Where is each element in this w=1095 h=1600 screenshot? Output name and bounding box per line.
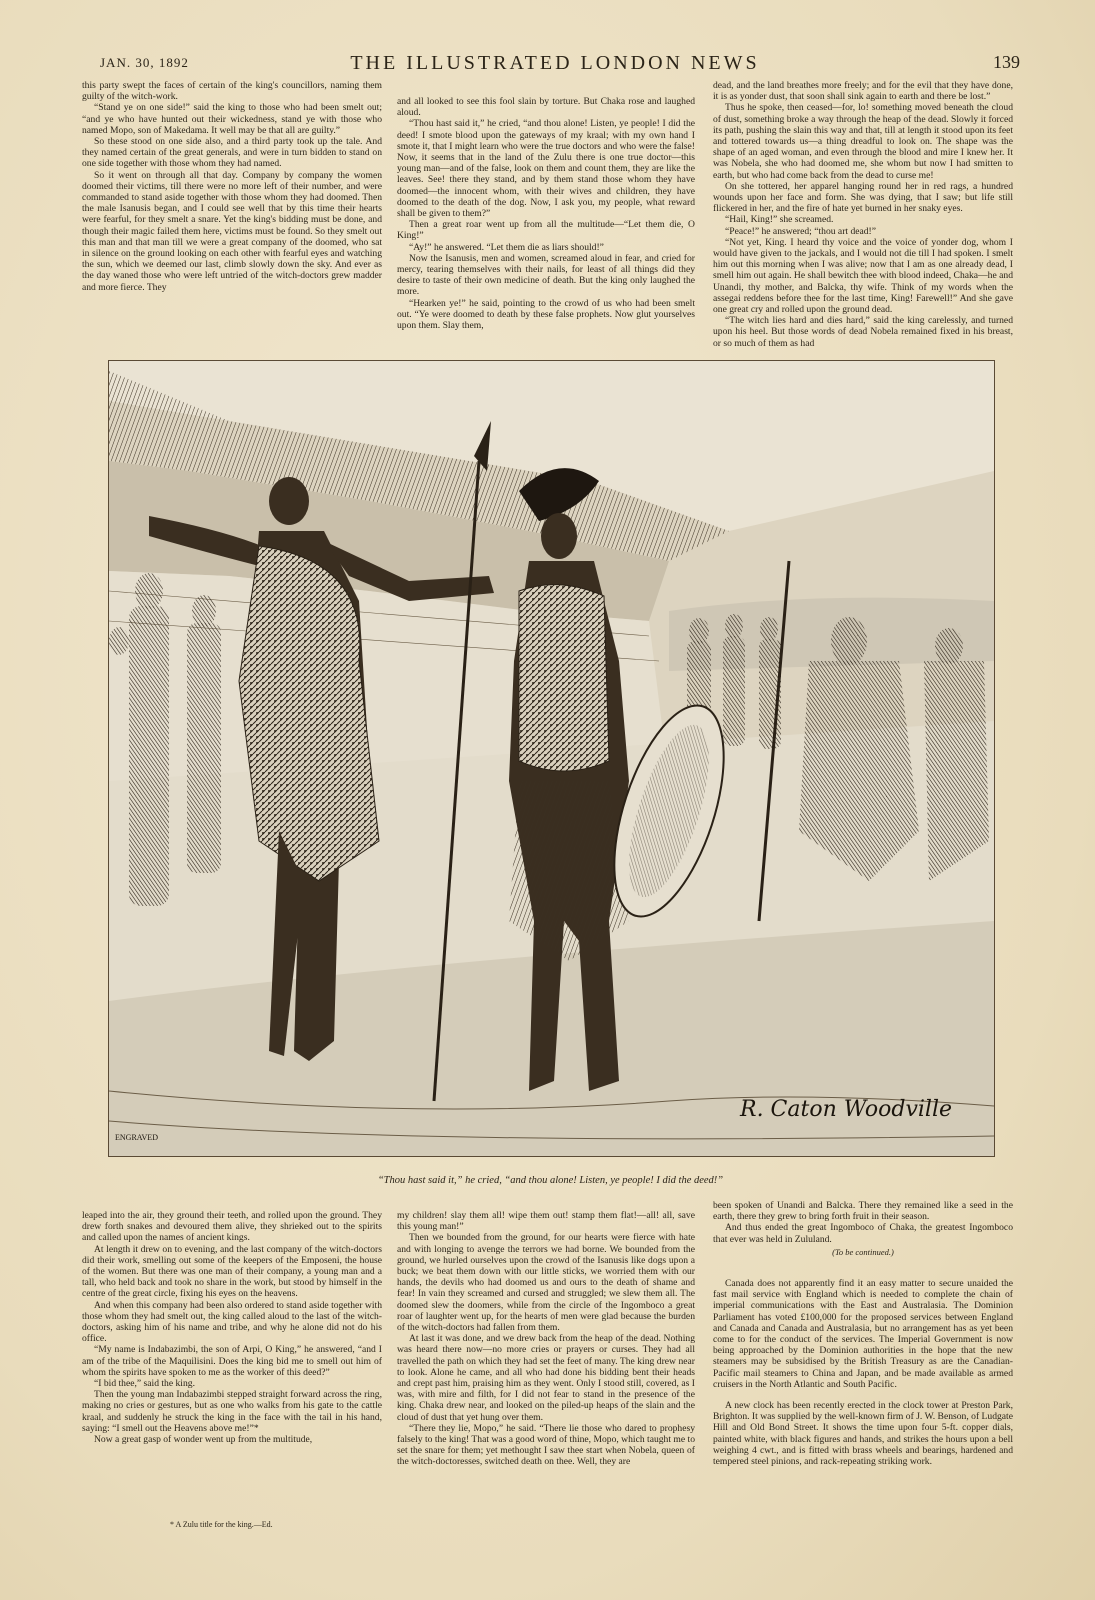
paragraph: On she tottered, her apparel hanging round her in red rags, a hundred wounds upon her face and form. She was dying, that I saw; but life still flickered in her, and the fire of hate yet burned in her snaky eyes. bbox=[713, 180, 1013, 215]
paragraph: “Stand ye on one side!” said the king to those who had been smelt out; “and ye who have hunted out their wickedness, stand ye with those who named Mopo, son of Makedama. It well may be that all are guilty.” bbox=[82, 102, 382, 136]
paragraph: And when this company had been also ordered to stand aside together with those whom they had smelt out, the king called aloud to the last of the witch-doctors, asking him of his name and tribe, and why he alone did not do his office. bbox=[82, 1299, 382, 1345]
text-column-1 bbox=[82, 80, 382, 342]
text-column-6 bbox=[713, 1200, 1013, 1530]
news-paragraph: Canada does not apparently find it an easy matter to secure unaided the fast mail service with England which is needed to complete the chain of imperial communications with the East and Australasia. The Dominion Parliament has voted £100,000 for the proposed services between England and Canada and Canada and Australasia, but no arrangement has as yet been come to for the conduct of the services. The Imperial Government is now being approached by the Dominion authorities in the hope that the new steamers may be subsidised by the British Treasury as are the Canadian-Pacific mail steamers to China and Japan, and be made available as armed cruisers in the North Atlantic and South Pacific. bbox=[713, 1278, 1013, 1390]
paragraph: “My name is Indabazimbi, the son of Arpi, O King,” he answered, “and I am of the tribe of the Maquilisini. Does the king bid me to smell out him of whom the spirits have spoken to me as the worker of this deed?” bbox=[82, 1344, 382, 1378]
paragraph: Now a great gasp of wonder went up from the multitude, bbox=[94, 1434, 313, 1446]
issue-date: JAN. 30, 1892 bbox=[100, 55, 189, 70]
paragraph: “The witch lies hard and dies hard,” said the king carelessly, and turned upon his heel. But those words of dead Nobela remained fixed in his breast, or so much of them as had bbox=[713, 315, 1013, 349]
page-header bbox=[80, 52, 1030, 82]
paragraph: “Peace!” he answered; “thou art dead!” bbox=[725, 225, 877, 237]
paragraph: “Not yet, King. I heard thy voice and the voice of yonder dog, whom I would have given to the jackals, and I would not die till I had spoken. I smelt him out this morning when I was alive; now that I am as one already dead, I smell him out again. He shall bewitch thee with blood indeed, Chaka—he and Unandi, thy mother, and Balcka, thy wife. Think of my words when the assegai reddens before thee for the last time, King! Farewell!” And she gave one great cry and rolled upon the ground dead. bbox=[713, 236, 1013, 316]
paragraph: “There they lie, Mopo,” he said. “There lie those who dared to prophesy falsely to the king! That was a good word of thine, Mopo, which taught me to set the snare for them; yet methought I saw thee start when Nobela, queen of the witch-doctoresses, switched death on thee. Well, they are bbox=[397, 1422, 695, 1468]
paragraph: So these stood on one side also, and a third party took up the tale. And they named certain of the great generals, and were in turn bidden to stand on one side together with those whom they had named. bbox=[82, 136, 382, 170]
paragraph: So it went on through all that day. Company by company the women doomed their victims, till there were no more left of their number, and were commanded to stand aside together with those whom they had doomed. Then the male Isanusis began, and I could see well that by this time their hearts were fearful, for they smelt a snare. Yet the king's bidding must be done, and though their magic failed them here, victims must be found. So they smelt out this man and that man till we were a great company of the doomed, who sat in silence on the ground looking on each other with fearful eyes and watching the sun, which we deemed our last, climb slowly down the sky. And ever as the day waned those who were left untried of the witch-doctors grew madder and more fierce. They bbox=[82, 169, 382, 293]
paragraph: my children! slay them all! wipe them out! stamp them flat!—all! all, save this young man!” bbox=[397, 1210, 695, 1233]
page-number: 139 bbox=[993, 52, 1020, 72]
illustration-caption: “Thou hast said it,” he cried, “and thou alone! Listen, ye people! I did the deed!” bbox=[377, 1175, 724, 1186]
engraving-scene bbox=[109, 361, 994, 1156]
paragraph: Then we bounded from the ground, for our hearts were fierce with hate and with longing to avenge the terrors we had borne. We bounded from the ground, we hurled ourselves upon the crowd of the Isanusis like dogs upon a buck; we beat them down with our little sticks, we worried them with our hands, the devils who had doomed us and ours to the death of shame and fear! In vain they screamed and cursed and struggled; we slew them all. The doomed slew the doomers, while from the circle of the Ingomboco a great roar of laughter went up, for the hearts of men were glad because the burden of the witch-doctors had fallen from them. bbox=[397, 1232, 695, 1334]
news-paragraph: A new clock has been recently erected in the clock tower at Preston Park, Brighton. It was supplied by the well-known firm of J. W. Benson, of Ludgate Hill and Old Bond Street. It shows the time upon four 5-ft. copper dials, painted white, with black figures and hands, and strikes the hours upon a bell weighing 4 cwt., and is fitted with brass wheels and bearings, hardened and tempered steel pinions, and rack-repeating striking work. bbox=[713, 1400, 1013, 1468]
paragraph: “Hail, King!” she screamed. bbox=[725, 214, 834, 226]
paragraph: leaped into the air, they ground their teeth, and rolled upon the ground. They drew forth snakes and devoured them alive, they shrieked out to the spirits and called upon the names of ancient kings. bbox=[82, 1210, 382, 1244]
paragraph: And thus ended the great Ingomboco of Chaka, the greatest Ingomboco that ever was held in Zululand. bbox=[713, 1222, 1013, 1245]
text-column-4 bbox=[82, 1210, 382, 1510]
text-column-5 bbox=[397, 1210, 695, 1530]
paragraph: Then a great roar went up from all the multitude—“Let them die, O King!” bbox=[397, 219, 695, 242]
paragraph: “Hearken ye!” he said, pointing to the crowd of us who had been smelt out. “Ye were doomed to death by these false prophets. Now glut yourselves upon them. Slay them, bbox=[397, 297, 695, 332]
paragraph: “I bid thee,” said the king. bbox=[94, 1378, 195, 1390]
paragraph: “Ay!” he answered. “Let them die as liars should!” bbox=[409, 241, 604, 253]
paragraph: dead, and the land breathes more freely; and for the evil that they have done, it is as yonder dust, that soon shall sink again to earth and there be lost.” bbox=[713, 80, 1013, 103]
publication-title: THE ILLUSTRATED LONDON NEWS bbox=[350, 52, 760, 74]
paragraph: “Thou hast said it,” he cried, “and thou alone! Listen, ye people! I did the deed! I smote blood upon the gateways of my kraal; with my own hand I smote it, that I might learn who were the true doctors and who were the false! Now, it seems that in the land of the Zulu there is one true doctor—this young man—and of the false, look on them and count them, they are like the leaves. See! there they stand, and by them stand those whom they have doomed—the innocent whom, with their wives and children, they have doomed to the death of the dog. Now, I ask you, my people, what reward shall be given to them?” bbox=[397, 118, 695, 220]
paragraph: Thus he spoke, then ceased—for, lo! something moved beneath the cloud of dust, something broke a way through the heap of the dead. Slowly it forced its path, pushing the slain this way and that, till at length it stood upon its feet and tottered towards us—a thing dreadful to look on. The shape was the shape of an aged woman, and even through the blood and mire I knew her. It was Nobela, she who had doomed me, she whom but now I had smitten to earth, but who had come back from the dead to curse me! bbox=[713, 102, 1013, 181]
paragraph: Now the Isanusis, men and women, screamed aloud in fear, and cried for mercy, tearing themselves with their nails, for least of all things did they desire to taste of their own medicine of death. But the king only laughed the more. bbox=[397, 252, 695, 298]
footnote: * A Zulu title for the king.—Ed. bbox=[170, 1520, 273, 1529]
artist-signature: R. Caton Woodville bbox=[740, 1097, 952, 1122]
engraving-illustration bbox=[108, 360, 995, 1157]
paragraph: At length it drew on to evening, and the last company of the witch-doctors did their work, smelling out some of the keepers of the Emposeni, the house of the women. But there was one man of their company, a young man and a tall, who held back and took no share in the work, but stood by himself in the centre of the great circle, fixing his eyes on the heavens. bbox=[82, 1243, 382, 1300]
paragraph: this party swept the faces of certain of the king's councillors, naming them guilty of the witch-work. bbox=[82, 80, 382, 103]
text-column-2 bbox=[397, 96, 695, 342]
to-be-continued: (To be continued.) bbox=[832, 1246, 894, 1257]
paragraph: Then the young man Indabazimbi stepped straight forward across the ring, making no cries or gestures, but as one who walks from his gate to the cattle kraal, and suddenly he struck the king in the face with the tail in his hand, saying: “I smell out the Heavens above me!”* bbox=[82, 1389, 382, 1434]
paragraph: At last it was done, and we drew back from the heap of the dead. Nothing was heard there now—no more cries or prayers or curses. They had all travelled the path on which they had set the feet of many. The king drew near to look. Alone he came, and all who had done his bidding bent their heads and crept past him, praising him as they went. Only I stood still, covered, as I was, with mire and filth, for I did not fear to stand in the presence of the king. Chaka drew near, and looked on the piled-up heaps of the slain and the cloud of dust that yet hung over them. bbox=[397, 1333, 695, 1423]
paragraph: and all looked to see this fool slain by torture. But Chaka rose and laughed aloud. bbox=[397, 96, 695, 119]
engraver-mark: ENGRAVED bbox=[115, 1133, 158, 1142]
paragraph: been spoken of Unandi and Balcka. There they remained like a seed in the earth, there they grew to bring forth fruit in their season. bbox=[713, 1200, 1013, 1223]
